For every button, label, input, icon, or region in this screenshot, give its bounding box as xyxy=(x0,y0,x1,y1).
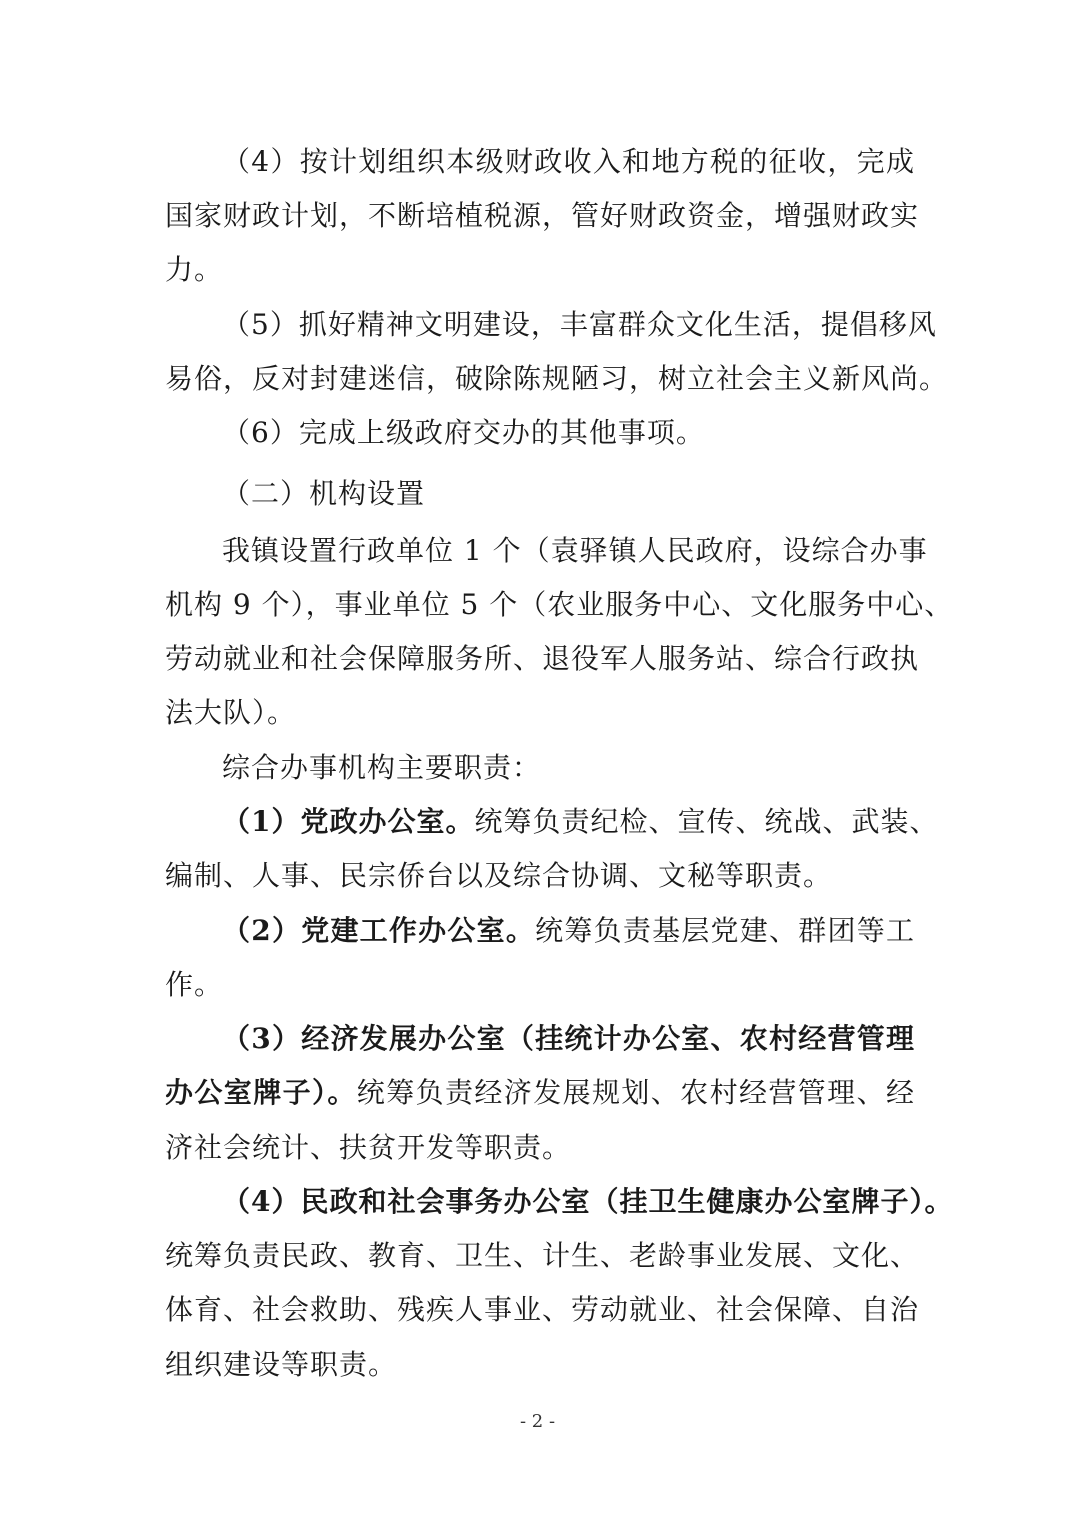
text-line xyxy=(165,250,915,290)
line-text: 体育、社会救助、残疾人事业、劳动就业、社会保障、自治 xyxy=(165,1293,920,1326)
line-text: 统筹负责民政、教育、卫生、计生、老龄事业发展、文化、 xyxy=(165,1239,920,1272)
line-text: （4）按计划组织本级财政收入和地方税的征收，完成 xyxy=(222,145,915,178)
page-number: - 2 - xyxy=(519,1411,556,1432)
bold-text: 办公室牌子）。 xyxy=(165,1076,357,1109)
text-line xyxy=(165,1290,920,1330)
line-text: 劳动就业和社会保障服务所、退役军人服务站、综合行政执 xyxy=(165,642,920,675)
text-line xyxy=(165,1345,915,1385)
bold-text: （3）经济发展办公室（挂统计办公室、农村经营管理 xyxy=(222,1022,915,1055)
line-text: 法大队）。 xyxy=(165,696,297,729)
text-line xyxy=(165,1128,915,1168)
text-line xyxy=(165,965,915,1005)
text-line xyxy=(222,1019,915,1059)
line-text: 统筹负责纪检、宣传、统战、武装、 xyxy=(474,805,939,838)
text-line xyxy=(165,856,915,896)
line-text: （5）抓好精神文明建设，丰富群众文化生活，提倡移风 xyxy=(222,308,937,341)
line-text: 作。 xyxy=(165,968,224,1001)
text-line xyxy=(222,1182,954,1222)
line-text: 易俗，反对封建迷信，破除陈规陋习，树立社会主义新风尚。 xyxy=(165,362,949,395)
text-line xyxy=(165,1236,920,1276)
text-line xyxy=(165,1073,915,1113)
text-line xyxy=(222,142,915,182)
text-line xyxy=(222,802,939,842)
text-line xyxy=(222,748,915,788)
bold-text: （2）党建工作办公室。 xyxy=(222,914,536,947)
text-line xyxy=(222,911,915,951)
text-line xyxy=(222,413,915,453)
line-text: 统筹负责基层党建、群团等工 xyxy=(535,914,915,947)
line-text: 组织建设等职责。 xyxy=(165,1348,398,1381)
line-text: （6）完成上级政府交办的其他事项。 xyxy=(222,416,705,449)
text-line xyxy=(165,585,954,625)
text-line xyxy=(165,693,915,733)
bold-text: （1）党政办公室。 xyxy=(222,805,475,838)
line-text: 济社会统计、扶贫开发等职责。 xyxy=(165,1131,572,1164)
line-text: 力。 xyxy=(165,253,224,286)
bold-text: （4）民政和社会事务办公室（挂卫生健康办公室牌子）。 xyxy=(222,1185,954,1218)
line-text: 编制、人事、民宗侨台以及综合协调、文秘等职责。 xyxy=(165,859,833,892)
text-line xyxy=(222,305,937,345)
line-text: （二）机构设置 xyxy=(222,477,426,510)
text-line xyxy=(222,531,928,571)
text-line xyxy=(165,639,920,679)
line-text: 机构 9 个），事业单位 5 个（农业服务中心、文化服务中心、 xyxy=(165,588,954,621)
line-text: 国家财政计划，不断培植税源，管好财政资金，增强财政实 xyxy=(165,199,920,232)
line-text: 我镇设置行政单位 1 个（袁驿镇人民政府，设综合办事 xyxy=(222,534,928,567)
text-line xyxy=(165,359,949,399)
section-heading xyxy=(222,474,915,514)
line-text: 综合办事机构主要职责： xyxy=(222,751,542,784)
text-line xyxy=(165,196,920,236)
line-text: 统筹负责经济发展规划、农村经营管理、经 xyxy=(356,1076,915,1109)
